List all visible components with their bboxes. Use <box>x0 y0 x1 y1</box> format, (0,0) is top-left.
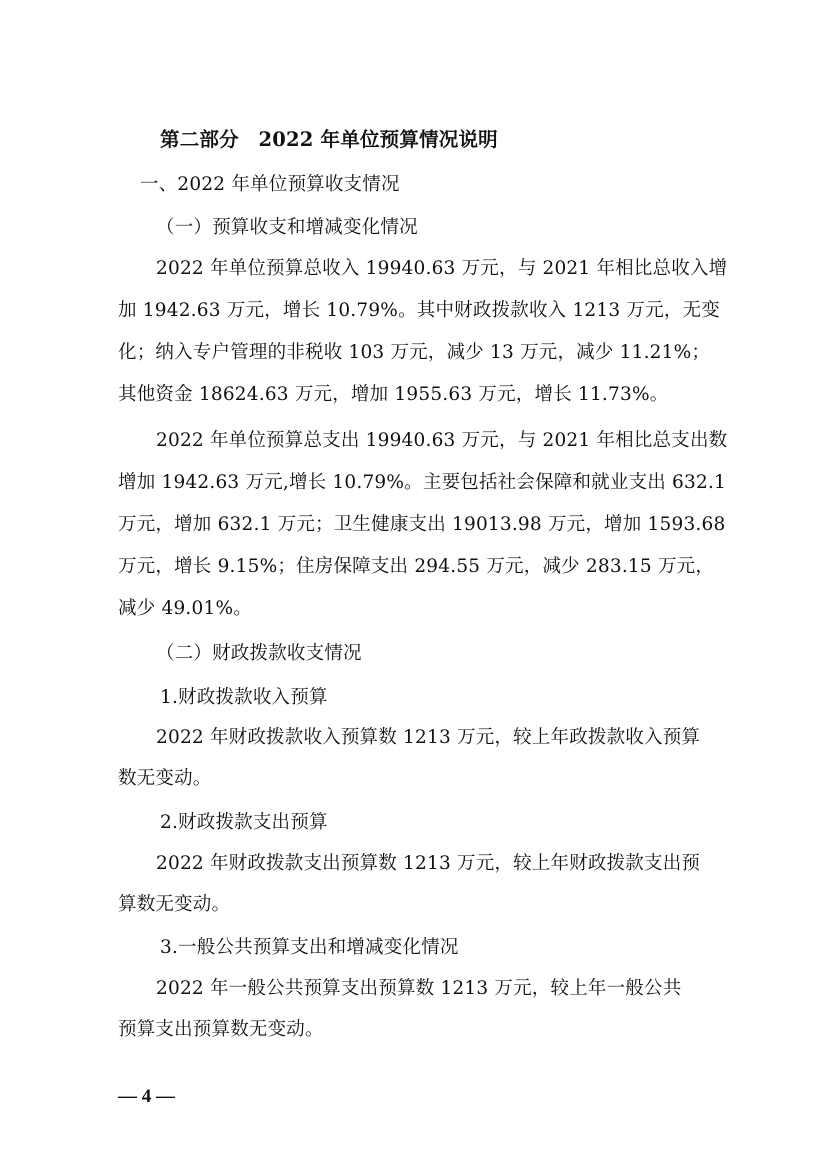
item-fiscal-income-line-1: 2022 年财政拨款收入预算数 1213 万元，较上年政拨款收入预算 <box>156 727 701 748</box>
paragraph-revenue-line-1: 2022 年单位预算总收入 19940.63 万元，与 2021 年相比总收入增 <box>156 258 728 279</box>
paragraph-expenditure-line-3: 万元，增加 632.1 万元；卫生健康支出 19013.98 万元，增加 1593.68 <box>118 514 726 535</box>
item-public-budget-title: 3.一般公共预算支出和增减变化情况 <box>160 937 459 958</box>
paragraph-expenditure-line-5: 减少 49.01%。 <box>118 598 252 619</box>
paragraph-revenue-line-2: 加 1942.63 万元，增长 10.79%。其中财政拨款收入 1213 万元，无变 <box>118 300 720 321</box>
section-title: 第二部分 2022 年单位预算情况说明 <box>160 128 498 151</box>
item-public-budget-line-1: 2022 年一般公共预算支出预算数 1213 万元，较上年一般公共 <box>156 978 682 999</box>
item-fiscal-income-line-2: 数无变动。 <box>118 768 212 789</box>
subheading-fiscal-appropriation: （二）财政拨款收支情况 <box>156 643 362 664</box>
paragraph-revenue-line-3: 化；纳入专户管理的非税收 103 万元，减少 13 万元，减少 11.21%； <box>118 342 711 363</box>
item-fiscal-income-title: 1.财政拨款收入预算 <box>160 687 328 708</box>
item-public-budget-line-2: 预算支出预算数无变动。 <box>118 1019 324 1040</box>
item-fiscal-expenditure-line-1: 2022 年财政拨款支出预算数 1213 万元，较上年财政拨款支出预 <box>156 853 701 874</box>
item-fiscal-expenditure-title: 2.财政拨款支出预算 <box>160 812 328 833</box>
paragraph-expenditure-line-4: 万元，增长 9.15%；住房保障支出 294.55 万元，减少 283.15 万元， <box>118 556 715 577</box>
heading-budget-revenue-expenditure: 一、2022 年单位预算收支情况 <box>140 174 400 195</box>
item-fiscal-expenditure-line-2: 算数无变动。 <box>118 894 231 915</box>
paragraph-expenditure-line-2: 增加 1942.63 万元,增长 10.79%。主要包括社会保障和就业支出 632.1 <box>118 472 727 493</box>
paragraph-expenditure-line-1: 2022 年单位预算总支出 19940.63 万元，与 2021 年相比总支出数 <box>156 430 728 451</box>
subheading-budget-changes: （一）预算收支和增减变化情况 <box>156 217 418 238</box>
page-number: — 4 — <box>118 1086 175 1107</box>
paragraph-revenue-line-4: 其他资金 18624.63 万元，增加 1955.63 万元，增长 11.73%。 <box>118 384 669 405</box>
